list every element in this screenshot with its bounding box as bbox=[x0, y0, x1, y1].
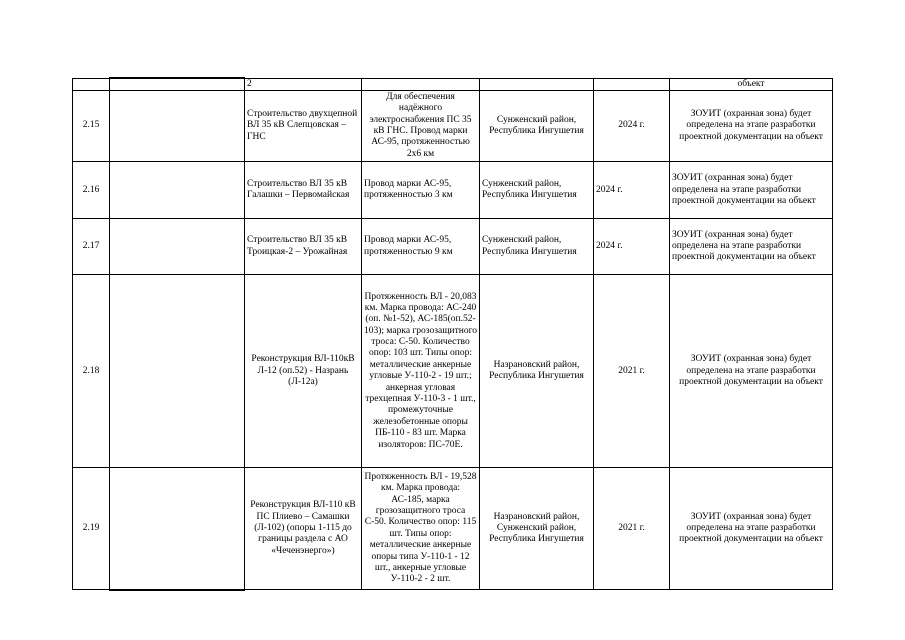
object-year: 2024 г. bbox=[594, 90, 670, 161]
table-row bbox=[73, 468, 833, 590]
header-cell-2: 2 bbox=[245, 78, 362, 90]
object-name: Строительство ВЛ 35 кВ Галашки – Первомайская bbox=[245, 162, 362, 219]
object-year: 2024 г. bbox=[594, 219, 670, 275]
table-row bbox=[73, 275, 833, 468]
row-number: 2.19 bbox=[73, 468, 110, 590]
object-note: ЗОУИТ (охранная зона) будет определена на этапе разработки проектной документации на объект bbox=[670, 90, 833, 161]
blank-cell bbox=[110, 162, 245, 219]
object-name: Реконструкция ВЛ-110 кВ ПС Плиево – Самашки (Л-102) (опоры 1-115 до границы раздела с АО «Чеченэнерго») bbox=[245, 468, 362, 590]
object-note: ЗОУИТ (охранная зона) будет определена на этапе разработки проектной документации на объект bbox=[670, 468, 833, 590]
table-row bbox=[73, 219, 833, 275]
table-row bbox=[73, 90, 833, 161]
object-note: ЗОУИТ (охранная зона) будет определена на этапе разработки проектной документации на объект bbox=[670, 219, 833, 275]
objects-table bbox=[72, 77, 833, 591]
table-header-row bbox=[73, 78, 833, 90]
object-region: Назрановский район, Республика Ингушетия bbox=[480, 275, 594, 468]
header-cell-num bbox=[73, 78, 110, 90]
object-note: ЗОУИТ (охранная зона) будет определена на этапе разработки проектной документации на объект bbox=[670, 162, 833, 219]
object-region: Сунженский район, Республика Ингушетия bbox=[480, 90, 594, 161]
row-number: 2.15 bbox=[73, 90, 110, 161]
object-name: Строительство ВЛ 35 кВ Троицкая-2 – Урожайная bbox=[245, 219, 362, 275]
header-cell-year bbox=[594, 78, 670, 90]
header-cell-blank bbox=[110, 78, 245, 90]
object-description: Провод марки АС-95, протяженностью 3 км bbox=[362, 162, 480, 219]
row-number: 2.18 bbox=[73, 275, 110, 468]
object-year: 2021 г. bbox=[594, 275, 670, 468]
object-region: Сунженский район, Республика Ингушетия bbox=[480, 162, 594, 219]
object-description: Протяженность ВЛ - 20,083 км. Марка провода: АС-240 (оп. №1-52), АС-185(оп.52-103); марка грозозащитного троса: С-50. Количество опор: 103 шт. Типы опор: металлические анкерные угловые У-110-2 - 19 шт.; анкерная угловая трехцепная У-110-3 - 1 шт., промежуточные железобетонные опоры ПБ-110 - 83 шт. Марка изоляторов: ПС-70Е. bbox=[362, 275, 480, 468]
blank-cell bbox=[110, 90, 245, 161]
object-note: ЗОУИТ (охранная зона) будет определена на этапе разработки проектной документации на объект bbox=[670, 275, 833, 468]
header-cell-desc bbox=[362, 78, 480, 90]
blank-cell bbox=[110, 275, 245, 468]
row-number: 2.16 bbox=[73, 162, 110, 219]
header-cell-note: объект bbox=[670, 78, 833, 90]
object-description: Для обеспечения надёжного электроснабжения ПС 35 кВ ГНС. Провод марки АС-95, протяженностью 2х6 км bbox=[362, 90, 480, 161]
object-name: Строительство двухцепной ВЛ 35 кВ Слепцовская – ГНС bbox=[245, 90, 362, 161]
object-name: Реконструкция ВЛ-110кВ Л-12 (оп.52) - Назрань (Л-12а) bbox=[245, 275, 362, 468]
blank-cell bbox=[110, 468, 245, 590]
object-year: 2021 г. bbox=[594, 468, 670, 590]
object-region: Сунженский район, Республика Ингушетия bbox=[480, 219, 594, 275]
row-number: 2.17 bbox=[73, 219, 110, 275]
blank-cell bbox=[110, 219, 245, 275]
object-year: 2024 г. bbox=[594, 162, 670, 219]
table-row bbox=[73, 162, 833, 219]
object-description: Протяженность ВЛ - 19,528 км. Марка провода: АС-185, марка грозозащитного троса С-50. Количество опор: 115 шт. Типы опор: металлические анкерные опоры типа У-110-1 - 12 шт., анкерные угловые У-110-2 - 2 шт. bbox=[362, 468, 480, 590]
object-region: Назрановский район, Сунженский район, Республика Ингушетия bbox=[480, 468, 594, 590]
header-cell-region bbox=[480, 78, 594, 90]
object-description: Провод марки АС-95, протяженностью 9 км bbox=[362, 219, 480, 275]
